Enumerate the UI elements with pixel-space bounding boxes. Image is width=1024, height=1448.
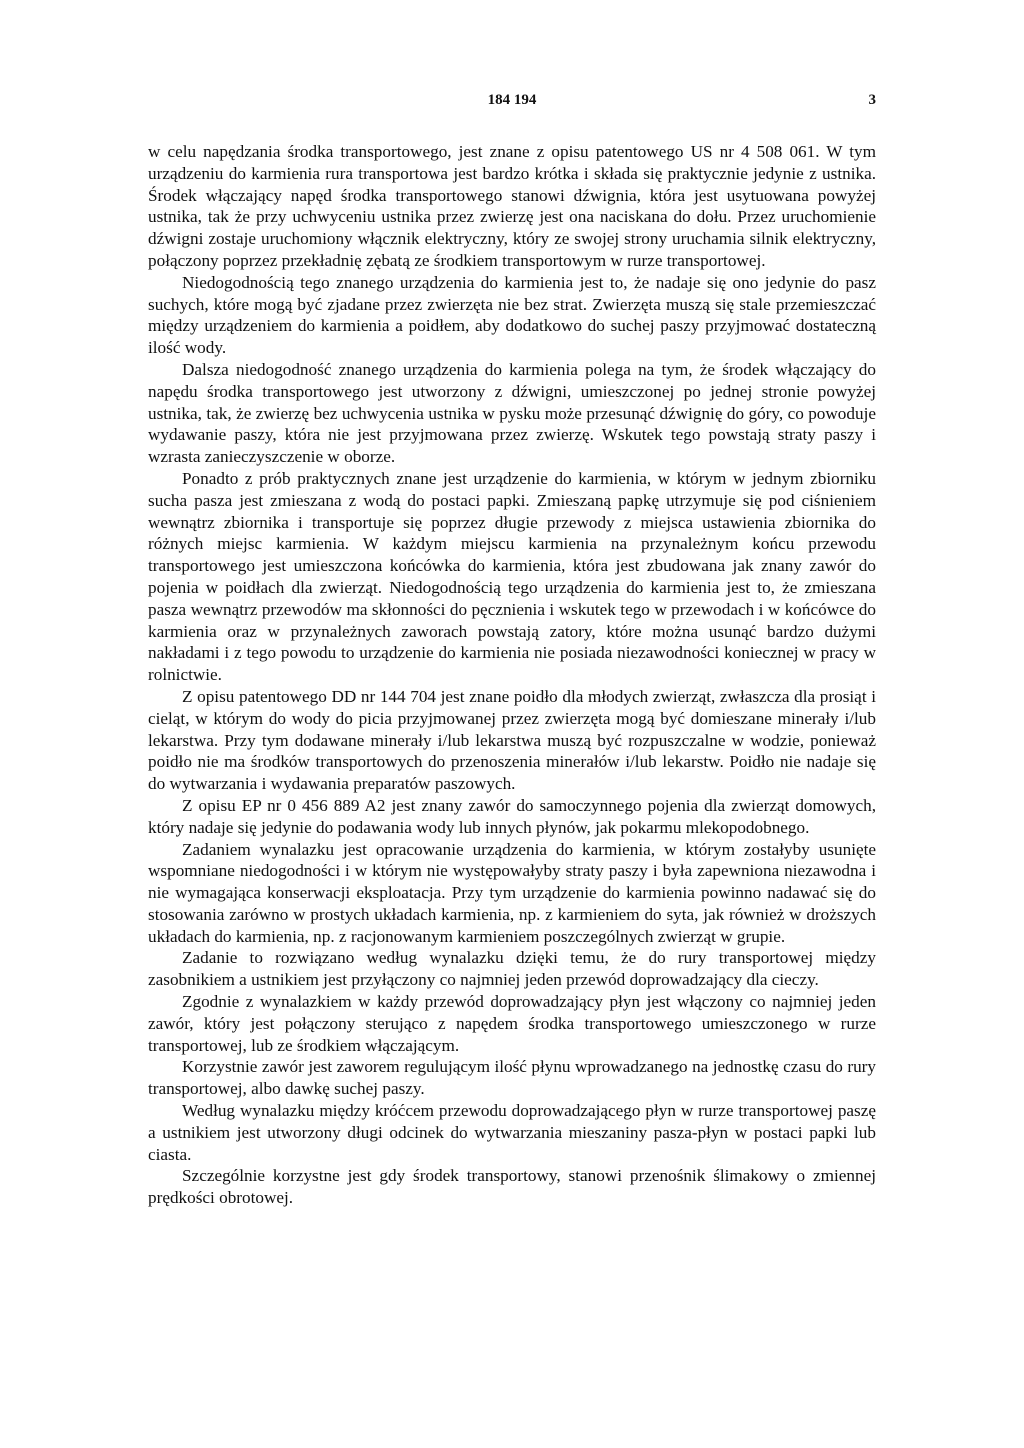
paragraph: Z opisu EP nr 0 456 889 A2 jest znany zawór do samoczynnego pojenia dla zwierząt domowych, który nadaje się jedynie do podawania wody lub innych płynów, jak pokarmu mlekopodobnego. (148, 795, 876, 837)
paragraph: Niedogodnością tego znanego urządzenia do karmienia jest to, że nadaje się ono jedynie do pasz suchych, które mogą być zjadane przez zwierzęta nie bez strat. Zwierzęta muszą się stale przemieszczać między urządzeniem do karmienia a poidłem, aby dodatkowo do suchej paszy przyjmować dostateczną ilość wody. (148, 272, 876, 358)
paragraph: Ponadto z prób praktycznych znane jest urządzenie do karmienia, w którym w jednym zbiorniku sucha pasza jest zmieszana z wodą do postaci papki. Zmieszaną papkę utrzymuje się pod ciśnieniem wewnątrz zbiornika i transportuje się poprzez długie przewody z miejsca ustawienia zbiornika do różnych miejsc karmienia. W każdym miejscu karmienia na przynależnym końcu przewodu transportowego jest umieszczona końcówka do karmienia, która jest zbudowana jak znany zawór do pojenia w poidłach dla zwierząt. Niedogodnością tego urządzenia do karmienia jest to, że zmieszana pasza wewnątrz przewodów ma skłonności do pęcznienia i wskutek tego w przewodach i w końcówce do karmienia oraz w przynależnych zaworach powstają zatory, które można usunąć bardzo dużymi nakładami i z tego powodu to urządzenie do karmienia nie posiada niezawodności koniecznej w pracy w rolnictwie. (148, 468, 876, 685)
document-body (148, 141, 876, 1209)
page-header (148, 92, 876, 114)
patent-number: 184 194 (487, 92, 537, 108)
paragraph: Z opisu patentowego DD nr 144 704 jest znane poidło dla młodych zwierząt, zwłaszcza dla prosiąt i cieląt, w którym do wody do picia przyjmowanej przez zwierzęta mogą być domieszane minerały i/lub lekarstwa. Przy tym dodawane minerały i/lub lekarstwa muszą być rozpuszczalne w wodzie, ponieważ poidło nie ma środków transportowych do przenoszenia minerałów i/lub lekarstw. Poidło nie nadaje się do wytwarzania i wydawania preparatów paszowych. (148, 686, 876, 794)
paragraph: w celu napędzania środka transportowego, jest znane z opisu patentowego US nr 4 508 061. W tym urządzeniu do karmienia rura transportowa jest bardzo krótka i składa się praktycznie jedynie z ustnika. Środek włączający napęd środka transportowego stanowi dźwignia, która jest usytuowana powyżej ustnika, tak że przy uchwyceniu ustnika przez zwierzę jest ona naciskana do dołu. Przez uruchomienie dźwigni zostaje uruchomiony włącznik elektryczny, który ze swojej strony uruchamia silnik elektryczny, połączony poprzez przekładnię zębatą ze środkiem transportowym w rurze transportowej. (148, 142, 876, 270)
paragraph: Zgodnie z wynalazkiem w każdy przewód doprowadzający płyn jest włączony co najmniej jeden zawór, który jest połączony sterująco z napędem środka transportowego umieszczonego w rurze transportowej, lub ze środkiem włączającym. (148, 992, 876, 1055)
paragraph: Korzystnie zawór jest zaworem regulującym ilość płynu wprowadzanego na jednostkę czasu do rury transportowej, albo dawkę suchej paszy. (148, 1057, 876, 1099)
paragraph: Dalsza niedogodność znanego urządzenia do karmienia polega na tym, że środek włączający do napędu środka transportowego jest utworzony z dźwigni, umieszczonej po jednej stronie powyżej ustnika, tak, że zwierzę bez uchwycenia ustnika w pysku może przesunąć dźwignię do góry, co powoduje wydawanie paszy, która nie jest przyjmowana przez zwierzę. Wskutek tego powstają straty paszy i wzrasta zanieczyszczenie w oborze. (148, 359, 876, 467)
paragraph: Szczególnie korzystne jest gdy środek transportowy, stanowi przenośnik ślimakowy o zmiennej prędkości obrotowej. (148, 1166, 876, 1208)
paragraph: Według wynalazku między króćcem przewodu doprowadzającego płyn w rurze transportowej paszę a ustnikiem jest utworzony długi odcinek do wytwarzania mieszaniny pasza-płyn w postaci papki lub ciasta. (148, 1101, 876, 1164)
paragraph: Zadanie to rozwiązano według wynalazku dzięki temu, że do rury transportowej między zasobnikiem a ustnikiem jest przyłączony co najmniej jeden przewód doprowadzający dla cieczy. (148, 948, 876, 990)
paragraph: Zadaniem wynalazku jest opracowanie urządzenia do karmienia, w którym zostałyby usunięte wspomniane niedogodności i w którym nie występowałyby straty paszy i była zapewniona niezawodna i nie wymagająca konserwacji eksploatacja. Przy tym urządzenie do karmienia powinno nadawać się do stosowania zarówno w prostych układach karmienia, np. z karmieniem do syta, jak również w droższych układach do karmienia, np. z racjonowanym karmieniem poszczególnych zwierząt w grupie. (148, 839, 876, 946)
page-number: 3 (868, 92, 876, 108)
